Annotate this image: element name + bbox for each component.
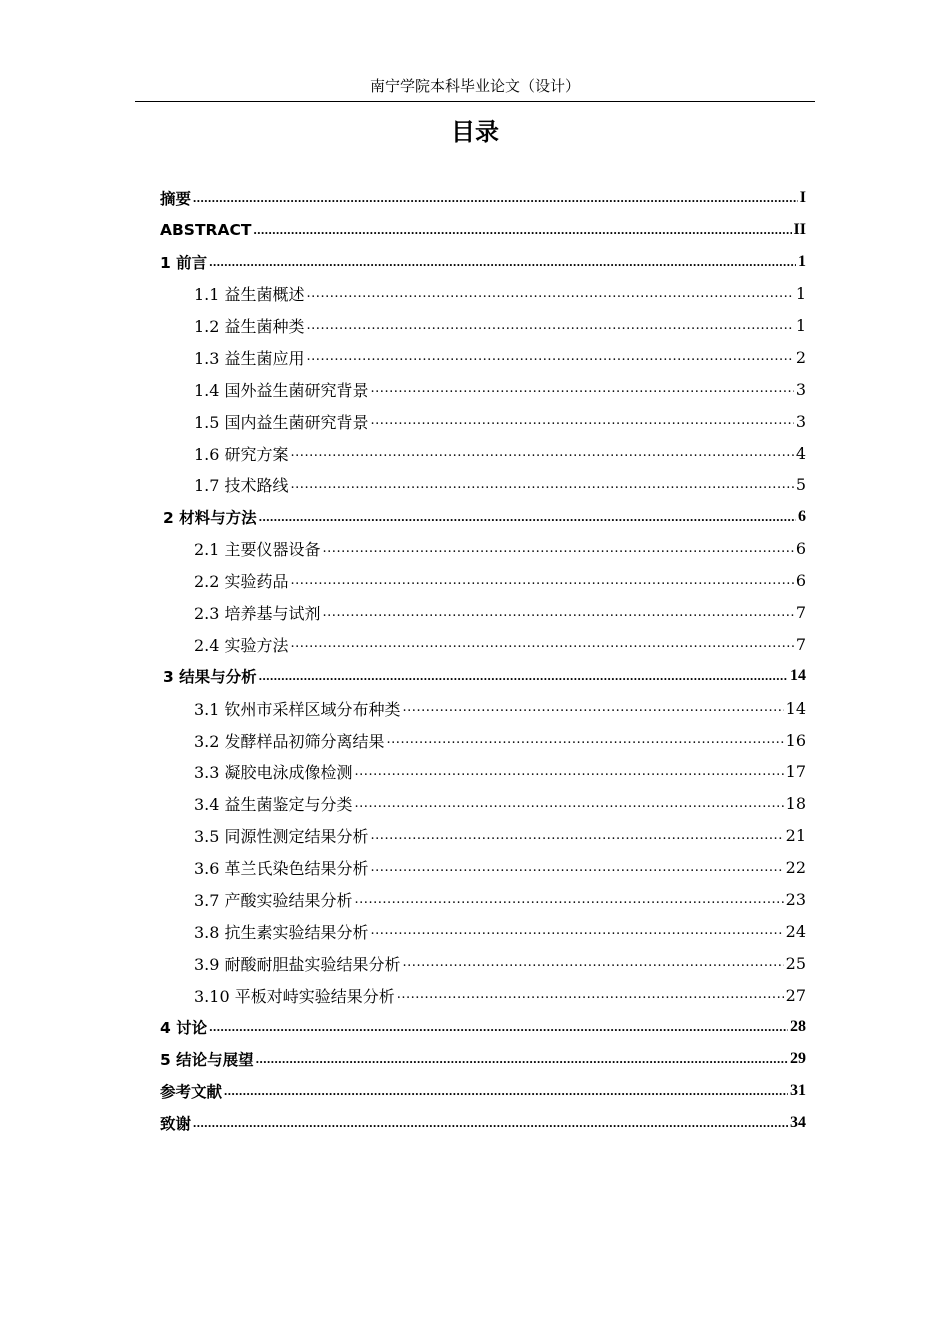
toc-leader-dots	[371, 381, 794, 397]
toc-entry-page: 34	[790, 1113, 806, 1131]
header-divider	[135, 101, 815, 102]
toc-leader-dots	[355, 764, 784, 780]
toc-entry-page: 4	[795, 443, 806, 463]
toc-entry[interactable]	[160, 246, 806, 278]
toc-entry-label: 2.4 实验方法	[194, 635, 289, 655]
toc-leader-dots	[403, 955, 784, 971]
toc-leader-dots	[355, 892, 784, 908]
toc-entry[interactable]	[160, 884, 806, 916]
toc-entry[interactable]	[160, 341, 806, 373]
toc-leader-dots	[256, 1051, 788, 1067]
toc-entry[interactable]	[160, 628, 806, 660]
toc-entry-page: 1	[795, 284, 806, 304]
toc-entry-label: 3.1 钦州市采样区域分布种类	[194, 699, 401, 719]
toc-entry[interactable]	[160, 437, 806, 469]
toc-entry-label: 2.1 主要仪器设备	[194, 540, 321, 560]
toc-entry-label: 1.2 益生菌种类	[194, 317, 305, 336]
toc-entry-label: 1.1 益生菌概述	[194, 285, 305, 305]
toc-entry-page: 7	[795, 634, 806, 654]
toc-entry-page: I	[799, 188, 806, 206]
toc-entry-label: 2.2 实验药品	[194, 572, 289, 592]
toc-entry[interactable]	[160, 373, 806, 405]
toc-entry-label: 1.6 研究方案	[194, 444, 289, 464]
toc-entry[interactable]	[160, 278, 806, 310]
toc-entry[interactable]	[160, 469, 806, 501]
toc-entry-page: II	[793, 220, 806, 238]
toc-entry-label: 1 前言	[160, 253, 208, 272]
toc-leader-dots	[307, 318, 794, 334]
toc-leader-dots	[323, 605, 794, 621]
toc-entry-label: 1.5 国内益生菌研究背景	[194, 412, 369, 432]
toc-entry[interactable]	[160, 1075, 806, 1107]
toc-entry-label: 3.6 革兰氏染色结果分析	[194, 859, 369, 879]
toc-entry[interactable]	[160, 214, 806, 246]
toc-entry-label: 1.7 技术路线	[194, 476, 289, 496]
toc-entry[interactable]	[160, 724, 806, 756]
toc-entry[interactable]	[160, 533, 806, 565]
toc-entry[interactable]	[160, 756, 806, 788]
toc-entry[interactable]	[160, 820, 806, 852]
toc-entry-label: 4 讨论	[160, 1019, 208, 1038]
toc-entry-page: 21	[785, 826, 806, 846]
toc-entry-page: 28	[790, 1018, 806, 1036]
page-header: 南宁学院本科毕业论文（设计）	[369, 77, 580, 95]
toc-entry[interactable]	[160, 1011, 806, 1043]
toc-entry[interactable]	[160, 310, 806, 342]
toc-entry-page: 6	[798, 507, 806, 525]
toc-entry-label: 摘要	[160, 189, 192, 208]
toc-entry-page: 2	[795, 347, 806, 367]
page-title: 目录	[451, 118, 499, 146]
toc-entry-label: 3.8 抗生素实验结果分析	[194, 922, 369, 942]
toc-entry-label: 3 结果与分析	[163, 668, 257, 687]
toc-leader-dots	[371, 413, 794, 429]
toc-leader-dots	[403, 700, 784, 716]
toc-entry[interactable]	[160, 915, 806, 947]
toc-entry[interactable]	[160, 1043, 806, 1075]
toc-entry-label: ABSTRACT	[160, 220, 252, 239]
toc-leader-dots	[371, 828, 784, 844]
toc-entry-page: 31	[790, 1081, 806, 1099]
toc-entry[interactable]	[160, 565, 806, 597]
toc-entry-page: 22	[785, 858, 806, 878]
toc-entry-page: 17	[785, 762, 806, 782]
toc-entry-label: 3.9 耐酸耐胆盐实验结果分析	[194, 954, 401, 974]
toc-entry-page: 14	[790, 667, 806, 685]
toc-leader-dots	[291, 477, 794, 493]
toc-entry-label: 3.10 平板对峙实验结果分析	[194, 986, 395, 1006]
toc-leader-dots	[209, 254, 796, 270]
toc-entry-page: 1	[798, 252, 806, 270]
toc-leader-dots	[259, 509, 796, 525]
toc-leader-dots	[253, 222, 791, 238]
toc-entry-page: 7	[795, 603, 806, 623]
toc-entry-label: 3.5 同源性测定结果分析	[194, 827, 369, 847]
toc-leader-dots	[193, 1115, 788, 1131]
toc-entry-label: 3.3 凝胶电泳成像检测	[194, 763, 353, 783]
toc-leader-dots	[371, 923, 784, 939]
toc-entry-label: 1.3 益生菌应用	[194, 348, 305, 368]
toc-entry[interactable]	[160, 788, 806, 820]
toc-entry-page: 29	[790, 1049, 806, 1067]
toc-leader-dots	[291, 573, 794, 589]
toc-leader-dots	[224, 1083, 788, 1099]
toc-entry-page: 3	[795, 379, 806, 399]
toc-entry-label: 2.3 培养基与试剂	[194, 604, 321, 624]
toc-entry-label: 3.7 产酸实验结果分析	[194, 891, 353, 911]
toc-entry-page: 3	[795, 411, 806, 431]
toc-entry-label: 2 材料与方法	[163, 508, 257, 527]
toc-entry-page: 6	[795, 539, 806, 559]
toc-entry-page: 23	[785, 890, 806, 910]
toc-entry-label: 5 结论与展望	[160, 1050, 254, 1069]
toc-entry-label: 3.4 益生菌鉴定与分类	[194, 795, 353, 815]
toc-entry[interactable]	[160, 979, 806, 1011]
toc-leader-dots	[355, 796, 784, 812]
toc-leader-dots	[387, 732, 784, 748]
toc-entry[interactable]	[160, 501, 806, 533]
toc-entry[interactable]	[160, 947, 806, 979]
toc-entry-page: 25	[785, 953, 806, 973]
toc-leader-dots	[259, 668, 788, 684]
toc-entry[interactable]	[160, 182, 806, 214]
toc-entry-page: 1	[795, 316, 806, 335]
toc-leader-dots	[371, 860, 784, 876]
toc-entry[interactable]	[160, 692, 806, 724]
toc-entry-page: 14	[785, 698, 806, 718]
toc-entry-label: 3.2 发酵样品初筛分离结果	[194, 731, 385, 751]
toc-leader-dots	[291, 445, 794, 461]
toc-leader-dots	[307, 349, 794, 365]
toc-entry-page: 18	[785, 794, 806, 814]
toc-entry-page: 6	[795, 571, 806, 591]
toc-entry-label: 参考文献	[160, 1082, 223, 1101]
toc-entry-label: 1.4 国外益生菌研究背景	[194, 380, 369, 400]
toc-entry[interactable]	[160, 597, 806, 629]
toc-leader-dots	[291, 636, 794, 652]
toc-entry-page: 5	[795, 475, 806, 495]
toc-entry[interactable]	[160, 852, 806, 884]
toc-leader-dots	[209, 1019, 788, 1035]
toc-entry[interactable]	[160, 1107, 806, 1139]
toc-leader-dots	[307, 286, 794, 302]
toc-entry-label: 致谢	[160, 1114, 192, 1133]
toc-entry-page: 24	[785, 921, 806, 941]
toc-leader-dots	[323, 541, 794, 557]
toc-entry-page: 16	[785, 730, 806, 750]
toc-entry-page: 27	[785, 985, 806, 1005]
toc-entry[interactable]	[160, 660, 806, 692]
toc-leader-dots	[397, 987, 784, 1003]
table-of-contents	[160, 182, 806, 1139]
toc-entry[interactable]	[160, 405, 806, 437]
toc-leader-dots	[193, 190, 798, 206]
